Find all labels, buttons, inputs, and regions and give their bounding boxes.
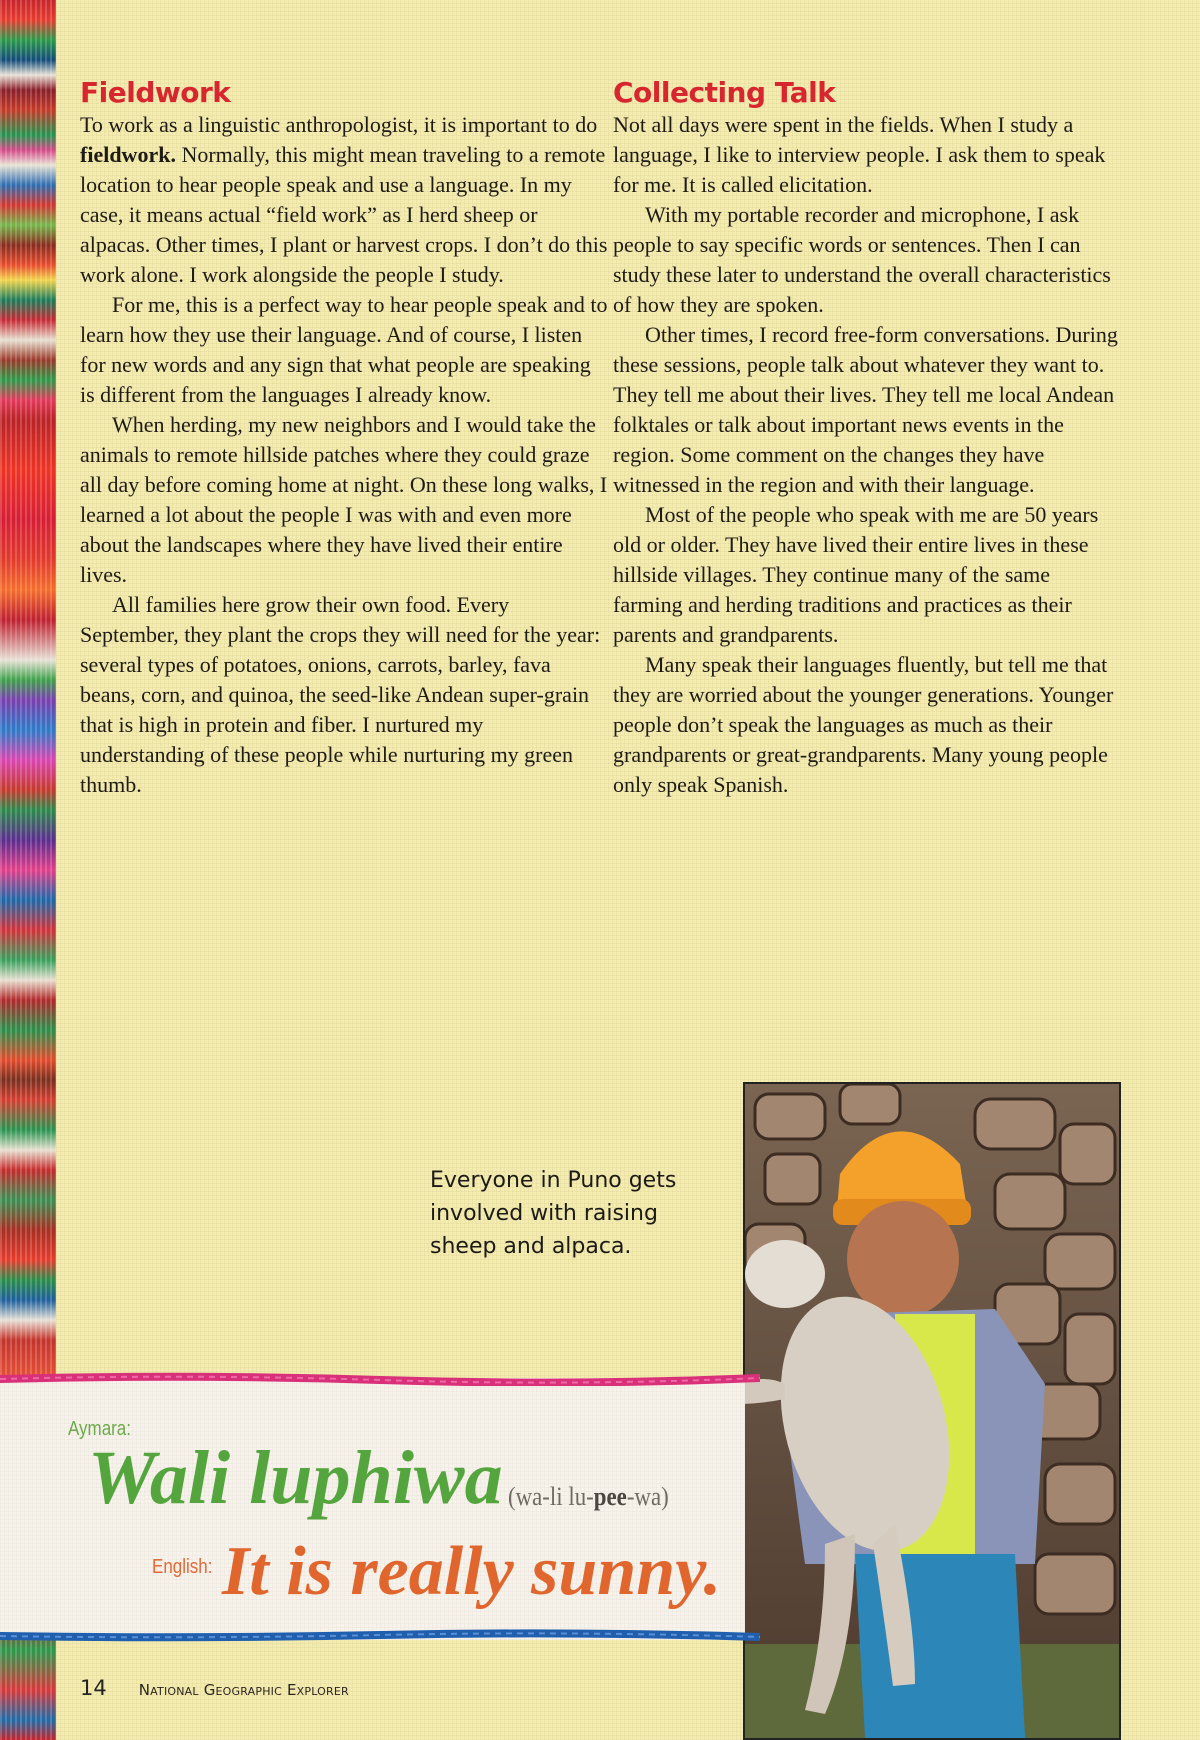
collecting-paragraph-2: With my portable recorder and microphone, I ask people to say specific words or sentences. Then I can study these later to understand the overall characteristics of how they are spoken. bbox=[613, 202, 1111, 317]
blue-yarn-divider bbox=[0, 1629, 760, 1643]
collecting-paragraph-1: Not all days were spent in the fields. When I study a language, I like to interview people. I ask them to speak for me. It is called elicitation. bbox=[613, 112, 1106, 197]
fieldwork-term: fieldwork. bbox=[80, 142, 176, 167]
aymara-phrase: Wali luphiwa bbox=[88, 1436, 503, 1520]
english-label: English: bbox=[152, 1556, 213, 1578]
fieldwork-paragraph-4: All families here grow their own food. Every September, they plant the crops they will need for the year: several types of potatoes, onions, carrots, barley, fava beans, corn, and quinoa, the seed-like Andean super-grain that is high in protein and fiber. I nurtured my understanding of these people while nurturing my green thumb. bbox=[80, 592, 601, 797]
fieldwork-paragraph-2: For me, this is a perfect way to hear people speak and to learn how they use their language. And of course, I listen for new words and any sign that what people are speaking is different from the languages I already know. bbox=[80, 292, 608, 407]
fieldwork-paragraph-1 bbox=[80, 110, 610, 290]
page-footer bbox=[80, 1676, 349, 1700]
fieldwork-column bbox=[80, 76, 610, 800]
fieldwork-heading: Fieldwork bbox=[80, 76, 231, 109]
publication-name: National Geographic Explorer bbox=[138, 1681, 349, 1699]
pron-stress: pee bbox=[593, 1482, 627, 1511]
pron-end: -wa) bbox=[626, 1482, 669, 1511]
collecting-talk-column bbox=[613, 76, 1123, 800]
caption-line-3: sheep and alpaca. bbox=[430, 1234, 632, 1259]
photo-caption bbox=[430, 1164, 730, 1263]
fieldwork-p1-text-b: Normally, this might mean traveling to a remote location to hear people speak and use a language. In my case, it means actual “field work” as I herd sheep or alpacas. Other times, I plant or harvest crops. I don’t do this work alone. I work alongside the people I study. bbox=[80, 142, 608, 287]
caption-line-1: Everyone in Puno gets bbox=[430, 1168, 677, 1193]
caption-line-2: involved with raising bbox=[430, 1201, 658, 1226]
collecting-paragraph-3: Other times, I record free-form conversations. During these sessions, people talk about whatever they want to. They tell me about their lives. They tell me local Andean folktales or talk about important news events in the region. Some comment on the changes they have witnessed in the region and with their language. bbox=[613, 322, 1118, 497]
page-number: 14 bbox=[80, 1676, 107, 1700]
fieldwork-paragraph-3: When herding, my new neighbors and I would take the animals to remote hillside patches where they could graze all day before coming home at night. On these long walks, I learned a lot about the people I was with and even more about the landscapes where they have lived their entire lives. bbox=[80, 412, 608, 587]
collecting-talk-heading: Collecting Talk bbox=[613, 76, 836, 109]
photo-illustration bbox=[745, 1084, 1119, 1738]
child-with-lamb-photo bbox=[743, 1082, 1121, 1740]
english-phrase: It is really sunny. bbox=[222, 1533, 722, 1610]
collecting-paragraph-4: Most of the people who speak with me are 50 years old or older. They have lived their entire lives in these hillside villages. They continue many of the same farming and herding traditions and practices as their parents and grandparents. bbox=[613, 502, 1099, 647]
pron-start: (wa-li lu- bbox=[508, 1482, 594, 1511]
collecting-paragraph-5: Many speak their languages fluently, but tell me that they are worried about the younger generations. Younger people don’t speak the languages as much as their grandparents or great-grandparents. Many young people only speak Spanish. bbox=[613, 652, 1114, 797]
fieldwork-p1-text-a: To work as a linguistic anthropologist, it is important to do bbox=[80, 112, 598, 137]
aymara-label: Aymara: bbox=[68, 1418, 131, 1440]
pronunciation-guide bbox=[508, 1482, 669, 1512]
pink-yarn-divider bbox=[0, 1372, 760, 1386]
